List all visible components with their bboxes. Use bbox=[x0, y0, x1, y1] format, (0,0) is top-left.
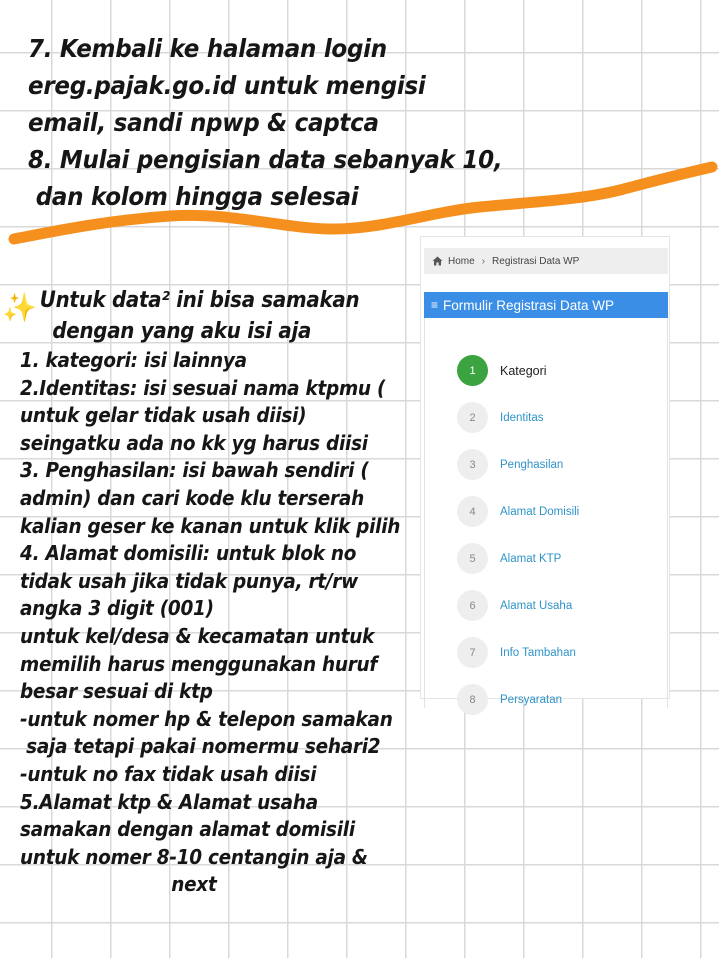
top-note-line: 8. Mulai pengisian data sebanyak 10, bbox=[28, 145, 503, 174]
instruction-line: -untuk nomer hp & telepon samakan bbox=[20, 706, 393, 731]
instructions-heading: Untuk data² ini bisa samakan bbox=[39, 288, 360, 313]
wizard-step-alamat-usaha[interactable] bbox=[457, 590, 572, 621]
step-number: 3 bbox=[457, 449, 488, 480]
instruction-line: seingatku ada no kk yg harus diisi bbox=[20, 430, 368, 455]
breadcrumb-current: Registrasi Data WP bbox=[492, 255, 580, 267]
instruction-line: 3. Penghasilan: isi bawah sendiri ( bbox=[20, 458, 369, 483]
step-number: 1 bbox=[457, 355, 488, 386]
instruction-line: next bbox=[171, 872, 217, 897]
wizard-step-penghasilan[interactable] bbox=[457, 449, 563, 480]
instruction-line: 5.Alamat ktp & Alamat usaha bbox=[20, 789, 318, 814]
instruction-line: saja tetapi pakai nomermu sehari2 bbox=[20, 734, 381, 759]
step-label: Kategori bbox=[500, 363, 547, 378]
step-number: 8 bbox=[457, 684, 488, 715]
wizard-step-alamat-domisili[interactable] bbox=[457, 496, 579, 527]
breadcrumb bbox=[424, 248, 668, 274]
wizard-step-info-tambahan[interactable] bbox=[457, 637, 576, 668]
instructions-note bbox=[20, 285, 440, 899]
instruction-line: untuk kel/desa & kecamatan untuk bbox=[20, 623, 375, 648]
step-number: 2 bbox=[457, 402, 488, 433]
instruction-line: angka 3 digit (001) bbox=[20, 596, 214, 621]
wizard-step-alamat-ktp[interactable] bbox=[457, 543, 561, 574]
instruction-line: admin) dan cari kode klu terserah bbox=[20, 485, 364, 510]
step-label: Alamat Domisili bbox=[500, 505, 580, 518]
breadcrumb-home-link[interactable]: Home bbox=[448, 255, 475, 267]
wizard-step-persyaratan[interactable] bbox=[457, 684, 562, 715]
top-note-line: dan kolom hingga selesai bbox=[28, 182, 359, 211]
step-label: Identitas bbox=[500, 411, 544, 424]
home-icon bbox=[432, 256, 443, 266]
instruction-line: kalian geser ke kanan untuk klik pilih bbox=[20, 513, 401, 538]
top-note-line: ereg.pajak.go.id untuk mengisi bbox=[28, 71, 426, 100]
chevron-right-icon: › bbox=[481, 255, 486, 267]
wizard-step-kategori[interactable] bbox=[457, 355, 547, 386]
instruction-line: tidak usah jika tidak punya, rt/rw bbox=[20, 568, 358, 593]
step-number: 6 bbox=[457, 590, 488, 621]
step-label: Alamat Usaha bbox=[500, 599, 573, 612]
top-note-line: email, sandi npwp & captca bbox=[28, 108, 379, 137]
instruction-line: untuk gelar tidak usah diisi) bbox=[20, 403, 307, 428]
step-label: Alamat KTP bbox=[500, 552, 562, 565]
wizard-step-identitas[interactable] bbox=[457, 402, 543, 433]
bars-icon: ≡ bbox=[431, 298, 439, 312]
instruction-line: memilih harus menggunakan huruf bbox=[20, 651, 378, 676]
instruction-line: untuk nomer 8-10 centangin aja & bbox=[20, 844, 368, 869]
step-label: Info Tambahan bbox=[500, 646, 576, 659]
step-number: 7 bbox=[457, 637, 488, 668]
step-label: Penghasilan bbox=[500, 458, 564, 471]
step-label: Persyaratan bbox=[500, 693, 563, 706]
instruction-line: 2.Identitas: isi sesuai nama ktpmu ( bbox=[20, 375, 386, 400]
instruction-line: -untuk no fax tidak usah diisi bbox=[20, 761, 317, 786]
sparkle-icon: ✨ bbox=[2, 291, 37, 324]
instruction-line: 1. kategori: isi lainnya bbox=[20, 348, 247, 372]
form-header bbox=[424, 292, 668, 318]
instructions-heading: dengan yang aku isi aja bbox=[52, 319, 312, 344]
instruction-line: besar sesuai di ktp bbox=[20, 679, 213, 704]
top-note-line: 7. Kembali ke halaman login bbox=[28, 34, 387, 63]
step-number: 4 bbox=[457, 496, 488, 527]
registration-screenshot bbox=[420, 236, 670, 706]
instruction-line: 4. Alamat domisili: untuk blok no bbox=[20, 541, 357, 566]
instruction-line: samakan dengan alamat domisili bbox=[20, 817, 355, 842]
orange-wave-underline bbox=[0, 150, 719, 250]
wizard-steps bbox=[424, 318, 668, 708]
step-number: 5 bbox=[457, 543, 488, 574]
form-title: Formulir Registrasi Data WP bbox=[443, 297, 615, 313]
